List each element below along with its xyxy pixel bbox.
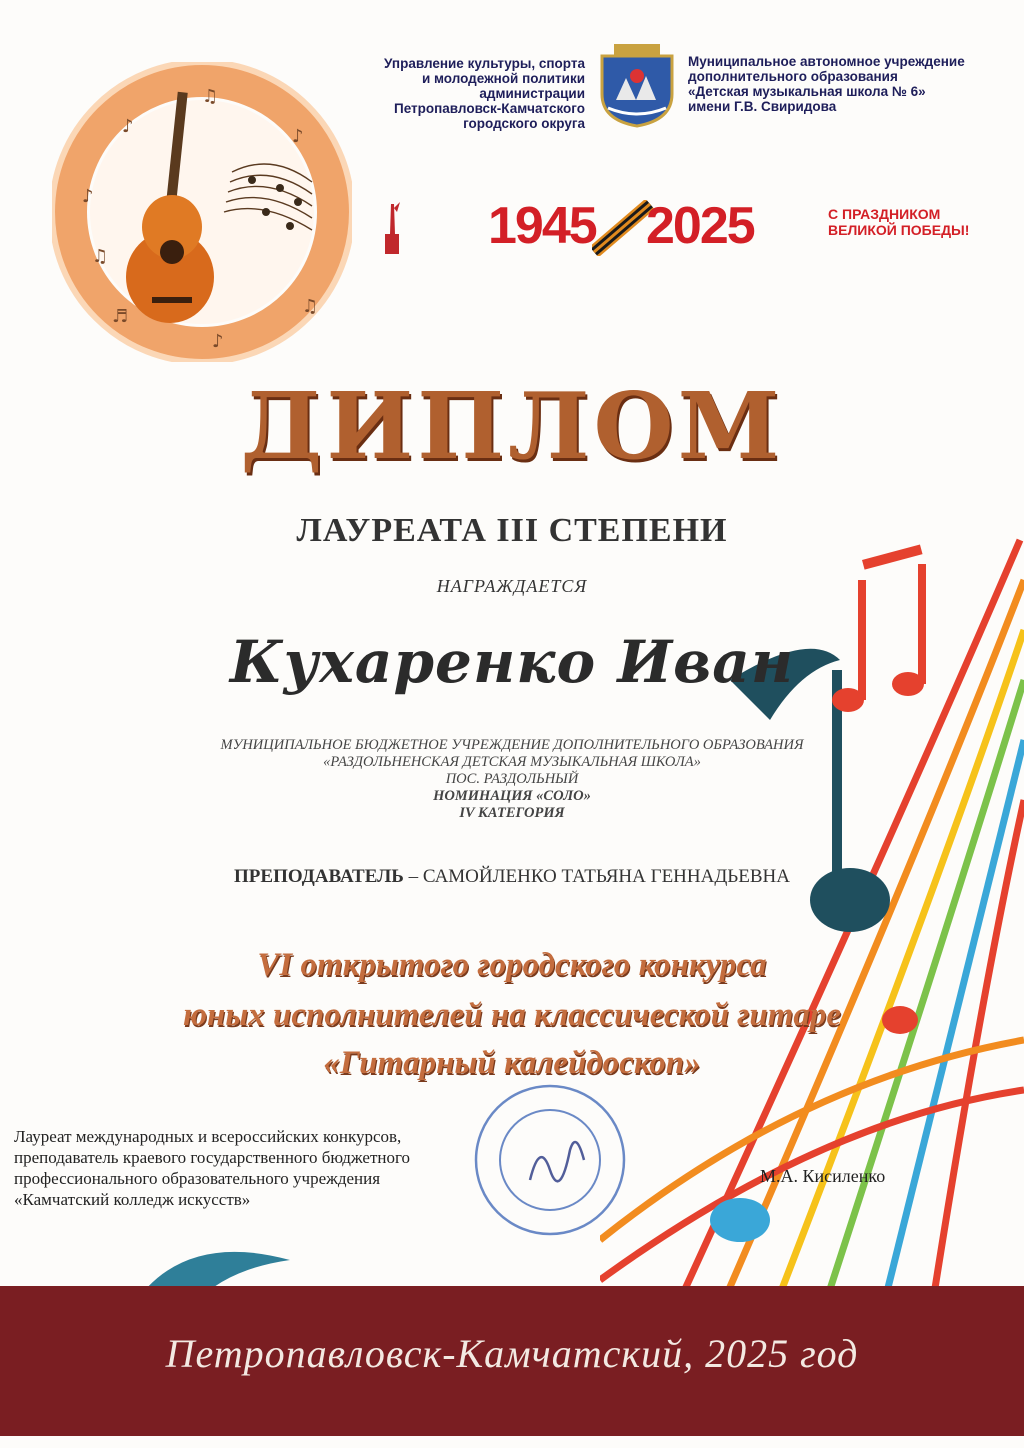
victory-line: ВЕЛИКОЙ ПОБЕДЫ! bbox=[828, 222, 970, 238]
signatory-name: М.А. Кисиленко bbox=[760, 1166, 886, 1186]
left-org-line: Петропавловск-Камчатского bbox=[394, 101, 585, 116]
laureate-degree: ЛАУРЕАТА III СТЕПЕНИ bbox=[296, 512, 728, 549]
teacher-name: – САМОЙЛЕНКО ТАТЬЯНА ГЕННАДЬЕВНА bbox=[403, 866, 790, 887]
diploma-title: ДИПЛОМ bbox=[240, 372, 784, 480]
right-organization bbox=[688, 54, 988, 114]
institution-line: МУНИЦИПАЛЬНОЕ БЮДЖЕТНОЕ УЧРЕЖДЕНИЕ ДОПОЛНИТЕЛЬНОГО ОБРАЗОВАНИЯ bbox=[220, 737, 804, 753]
left-org-line: Управление культуры, спорта bbox=[384, 56, 585, 71]
victory-greeting bbox=[828, 206, 978, 238]
svg-text:♪: ♪ bbox=[212, 331, 224, 352]
city-crest-icon bbox=[596, 42, 678, 128]
left-org-line: администрации bbox=[479, 86, 585, 101]
awarded-label: НАГРАЖДАЕТСЯ bbox=[436, 576, 588, 596]
signatory-line: «Камчатский колледж искусств» bbox=[14, 1190, 251, 1209]
svg-text:♫: ♫ bbox=[202, 86, 219, 107]
signatory-credentials bbox=[14, 1126, 484, 1210]
year-end: 2025 bbox=[646, 197, 754, 255]
right-org-line: «Детская музыкальная школа № 6» bbox=[688, 84, 926, 99]
svg-text:♪: ♪ bbox=[122, 116, 134, 137]
victory-line: С ПРАЗДНИКОМ bbox=[828, 206, 941, 222]
right-org-line: дополнительного образования bbox=[688, 69, 898, 84]
victory-monument-icon bbox=[382, 200, 402, 256]
institution-location: ПОС. РАЗДОЛЬНЫЙ bbox=[445, 771, 579, 787]
right-org-line: имени Г.В. Свиридова bbox=[688, 99, 837, 114]
left-org-line: и молодежной политики bbox=[421, 71, 585, 86]
institution-line: «РАЗДОЛЬНЕНСКАЯ ДЕТСКАЯ МУЗЫКАЛЬНАЯ ШКОЛА» bbox=[323, 754, 701, 770]
svg-text:♫: ♫ bbox=[302, 296, 319, 317]
winner-name: Кухаренко Иван bbox=[229, 628, 795, 696]
teacher-line bbox=[0, 866, 1024, 888]
contest-line: юных исполнителей на классической гитаре bbox=[182, 997, 842, 1033]
svg-text:♪: ♪ bbox=[292, 126, 304, 147]
teacher-label: ПРЕПОДАВАТЕЛЬ bbox=[234, 866, 404, 887]
footer-city-year: Петропавловск-Камчатский, 2025 год bbox=[165, 1331, 859, 1376]
left-organization bbox=[360, 56, 585, 131]
st-george-ribbon-icon bbox=[592, 200, 654, 256]
guitar-logo-icon bbox=[52, 62, 352, 362]
nomination: НОМИНАЦИЯ «СОЛО» bbox=[433, 788, 591, 804]
contest-name: «Гитарный калейдоскоп» bbox=[323, 1045, 701, 1081]
contest-line: VI открытого городского конкурса bbox=[257, 947, 767, 983]
svg-text:♪: ♪ bbox=[82, 186, 94, 207]
signatory-line: профессионального образовательного учреждения bbox=[14, 1169, 381, 1188]
anniversary-years bbox=[488, 196, 778, 258]
svg-text:♫: ♫ bbox=[92, 246, 109, 267]
category: IV КАТЕГОРИЯ bbox=[459, 805, 565, 821]
signatory-line: преподаватель краевого государственного бюджетного bbox=[14, 1148, 411, 1167]
school-stamp-icon bbox=[470, 1080, 630, 1240]
right-org-line: Муниципальное автономное учреждение bbox=[688, 54, 965, 69]
svg-text:♬: ♬ bbox=[112, 306, 129, 327]
year-start: 1945 bbox=[488, 197, 596, 255]
left-org-line: городского округа bbox=[463, 116, 585, 131]
signatory-line: Лауреат международных и всероссийских конкурсов, bbox=[14, 1127, 402, 1146]
